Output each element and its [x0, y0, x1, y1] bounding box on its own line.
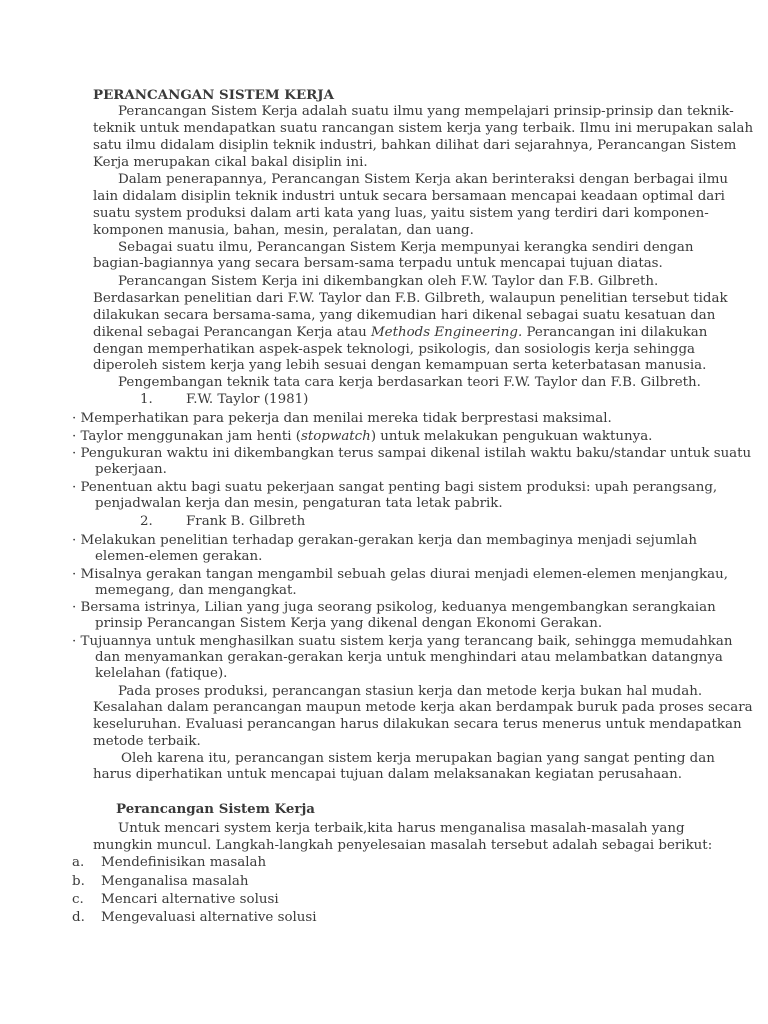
bullet-item — [72, 429, 652, 445]
paragraph-line: keseluruhan. Evaluasi perancangan harus dilakukan secara terus menerus untuk mendapatkan — [93, 717, 742, 732]
list-item: Menganalisa masalah — [101, 874, 249, 889]
bullet-item: · Tujuannya untuk menghasilkan suatu sistem kerja yang terancang baik, sehingga memudahkan — [72, 634, 733, 649]
bullet-item-continuation: prinsip Perancangan Sistem Kerja yang dikenal dengan Ekonomi Gerakan. — [95, 616, 603, 631]
paragraph-line: Perancangan Sistem Kerja ini dikembangkan oleh F.W. Taylor dan F.B. Gilbreth. — [118, 274, 659, 289]
paragraph-line: dilakukan secara bersama-sama, yang dikemudian hari dikenal sebagai suatu kesatuan dan — [93, 308, 716, 323]
italic-term: Methods Engineering. — [370, 325, 523, 340]
paragraph-line: Pengembangan teknik tata cara kerja berdasarkan teori F.W. Taylor dan F.B. Gilbreth. — [118, 375, 701, 390]
list-letter: b. — [72, 874, 85, 889]
paragraph-line: harus diperhatikan untuk mencapai tujuan dalam melaksanakan kegiatan perusahaan. — [93, 767, 683, 782]
bullet-item: · Bersama istrinya, Lilian yang juga seorang psikolog, keduanya mengembangkan serangkaian — [72, 600, 716, 615]
paragraph-line: diperoleh sistem kerja yang lebih sesuai dengan kemampuan serta keterbatasan manusia. — [93, 358, 707, 373]
paragraph-line: bagian-bagiannya yang secara bersam-sama terpadu untuk mencapai tujuan diatas. — [93, 256, 663, 271]
paragraph-line: lain didalam disiplin teknik industri untuk secara bersamaan mencapai keadaan optimal dari — [93, 189, 725, 204]
bullet-item-continuation: kelelahan (fatique). — [95, 666, 228, 681]
paragraph-line: Pada proses produksi, perancangan stasiun kerja dan metode kerja bukan hal mudah. — [118, 684, 703, 699]
bullet-item: · Melakukan penelitian terhadap gerakan-gerakan kerja dan membaginya menjadi sejumlah — [72, 533, 698, 548]
paragraph-line: komponen manusia, bahan, mesin, peralatan, dan uang. — [93, 223, 474, 238]
paragraph-line: Oleh karena itu, perancangan sistem kerja merupakan bagian yang sangat penting dan — [121, 751, 715, 766]
bullet-item-continuation: pekerjaan. — [95, 462, 167, 477]
paragraph-line: mungkin muncul. Langkah-langkah penyelesaian masalah tersebut adalah sebagai berikut: — [93, 838, 713, 853]
list-number: 1. — [140, 392, 153, 407]
bullet-item-continuation: elemen-elemen gerakan. — [95, 549, 263, 564]
paragraph-line: Berdasarkan penelitian dari F.W. Taylor dan F.B. Gilbreth, walaupun penelitian tersebut tidak — [93, 291, 728, 306]
paragraph-line: Untuk mencari system kerja terbaik,kita harus menganalisa masalah-masalah yang — [118, 821, 685, 836]
text-run: dikenal sebagai Perancangan Kerja atau — [93, 325, 371, 340]
list-letter: d. — [72, 910, 85, 925]
paragraph-line: dengan memperhatikan aspek-aspek teknologi, psikologis, dan sosiologis kerja sehingga — [93, 342, 696, 357]
paragraph-line: suatu system produksi dalam arti kata yang luas, yaitu sistem yang terdiri dari komponen- — [93, 206, 709, 221]
list-item: Mencari alternative solusi — [101, 892, 279, 907]
list-number: 2. — [140, 514, 153, 529]
bullet-item-continuation: penjadwalan kerja dan mesin, pengaturan tata letak pabrik. — [95, 496, 503, 511]
list-item: Mendefinisikan masalah — [101, 855, 267, 870]
paragraph-line: Kesalahan dalam perancangan maupun metode kerja akan berdampak buruk pada proses secara — [93, 700, 753, 715]
paragraph-line: metode terbaik. — [93, 734, 201, 749]
italic-term: stopwatch — [300, 429, 371, 444]
paragraph-line: Kerja merupakan cikal bakal disiplin ini. — [93, 155, 368, 170]
list-letter: c. — [72, 892, 84, 907]
section-heading: Perancangan Sistem Kerja — [116, 801, 315, 817]
section-name: F.W. Taylor (1981) — [186, 392, 309, 407]
paragraph-line: Dalam penerapannya, Perancangan Sistem Kerja akan berinteraksi dengan berbagai ilmu — [118, 172, 729, 187]
bullet-item: · Misalnya gerakan tangan mengambil sebuah gelas diurai menjadi elemen-elemen menjangkau, — [72, 567, 728, 582]
paragraph-line: satu ilmu didalam disiplin teknik industri, bahkan dilihat dari sejarahnya, Perancangan Sistem — [93, 138, 737, 153]
bullet-item: · Memperhatikan para pekerja dan menilai mereka tidak berprestasi maksimal. — [72, 411, 612, 426]
bullet-item-continuation: dan menyamankan gerakan-gerakan kerja untuk menghindari atau melambatkan datangnya — [95, 650, 723, 665]
paragraph-line: Sebagai suatu ilmu, Perancangan Sistem Kerja mempunyai kerangka sendiri dengan — [118, 240, 694, 255]
paragraph-line — [93, 325, 707, 341]
text-run: · Taylor menggunakan jam henti ( — [72, 429, 301, 444]
paragraph-line: teknik untuk mendapatkan suatu rancangan sistem kerja yang terbaik. Ilmu ini merupakan salah — [93, 121, 754, 136]
list-letter: a. — [72, 855, 85, 870]
list-item: Mengevaluasi alternative solusi — [101, 910, 317, 925]
paragraph-line: Perancangan Sistem Kerja adalah suatu ilmu yang mempelajari prinsip-prinsip dan teknik- — [118, 104, 734, 119]
bullet-item: · Penentuan aktu bagi suatu pekerjaan sangat penting bagi sistem produksi: upah perangsang, — [72, 480, 718, 495]
page-title: PERANCANGAN SISTEM KERJA — [93, 87, 335, 103]
section-name: Frank B. Gilbreth — [186, 514, 306, 529]
bullet-item: · Pengukuran waktu ini dikembangkan terus sampai dikenal istilah waktu baku/standar untuk suatu — [72, 446, 752, 461]
text-run: ) untuk melakukan pengukuan waktunya. — [370, 429, 653, 444]
bullet-item-continuation: memegang, dan mengangkat. — [95, 583, 297, 598]
text-run: Perancangan ini dilakukan — [522, 325, 708, 340]
